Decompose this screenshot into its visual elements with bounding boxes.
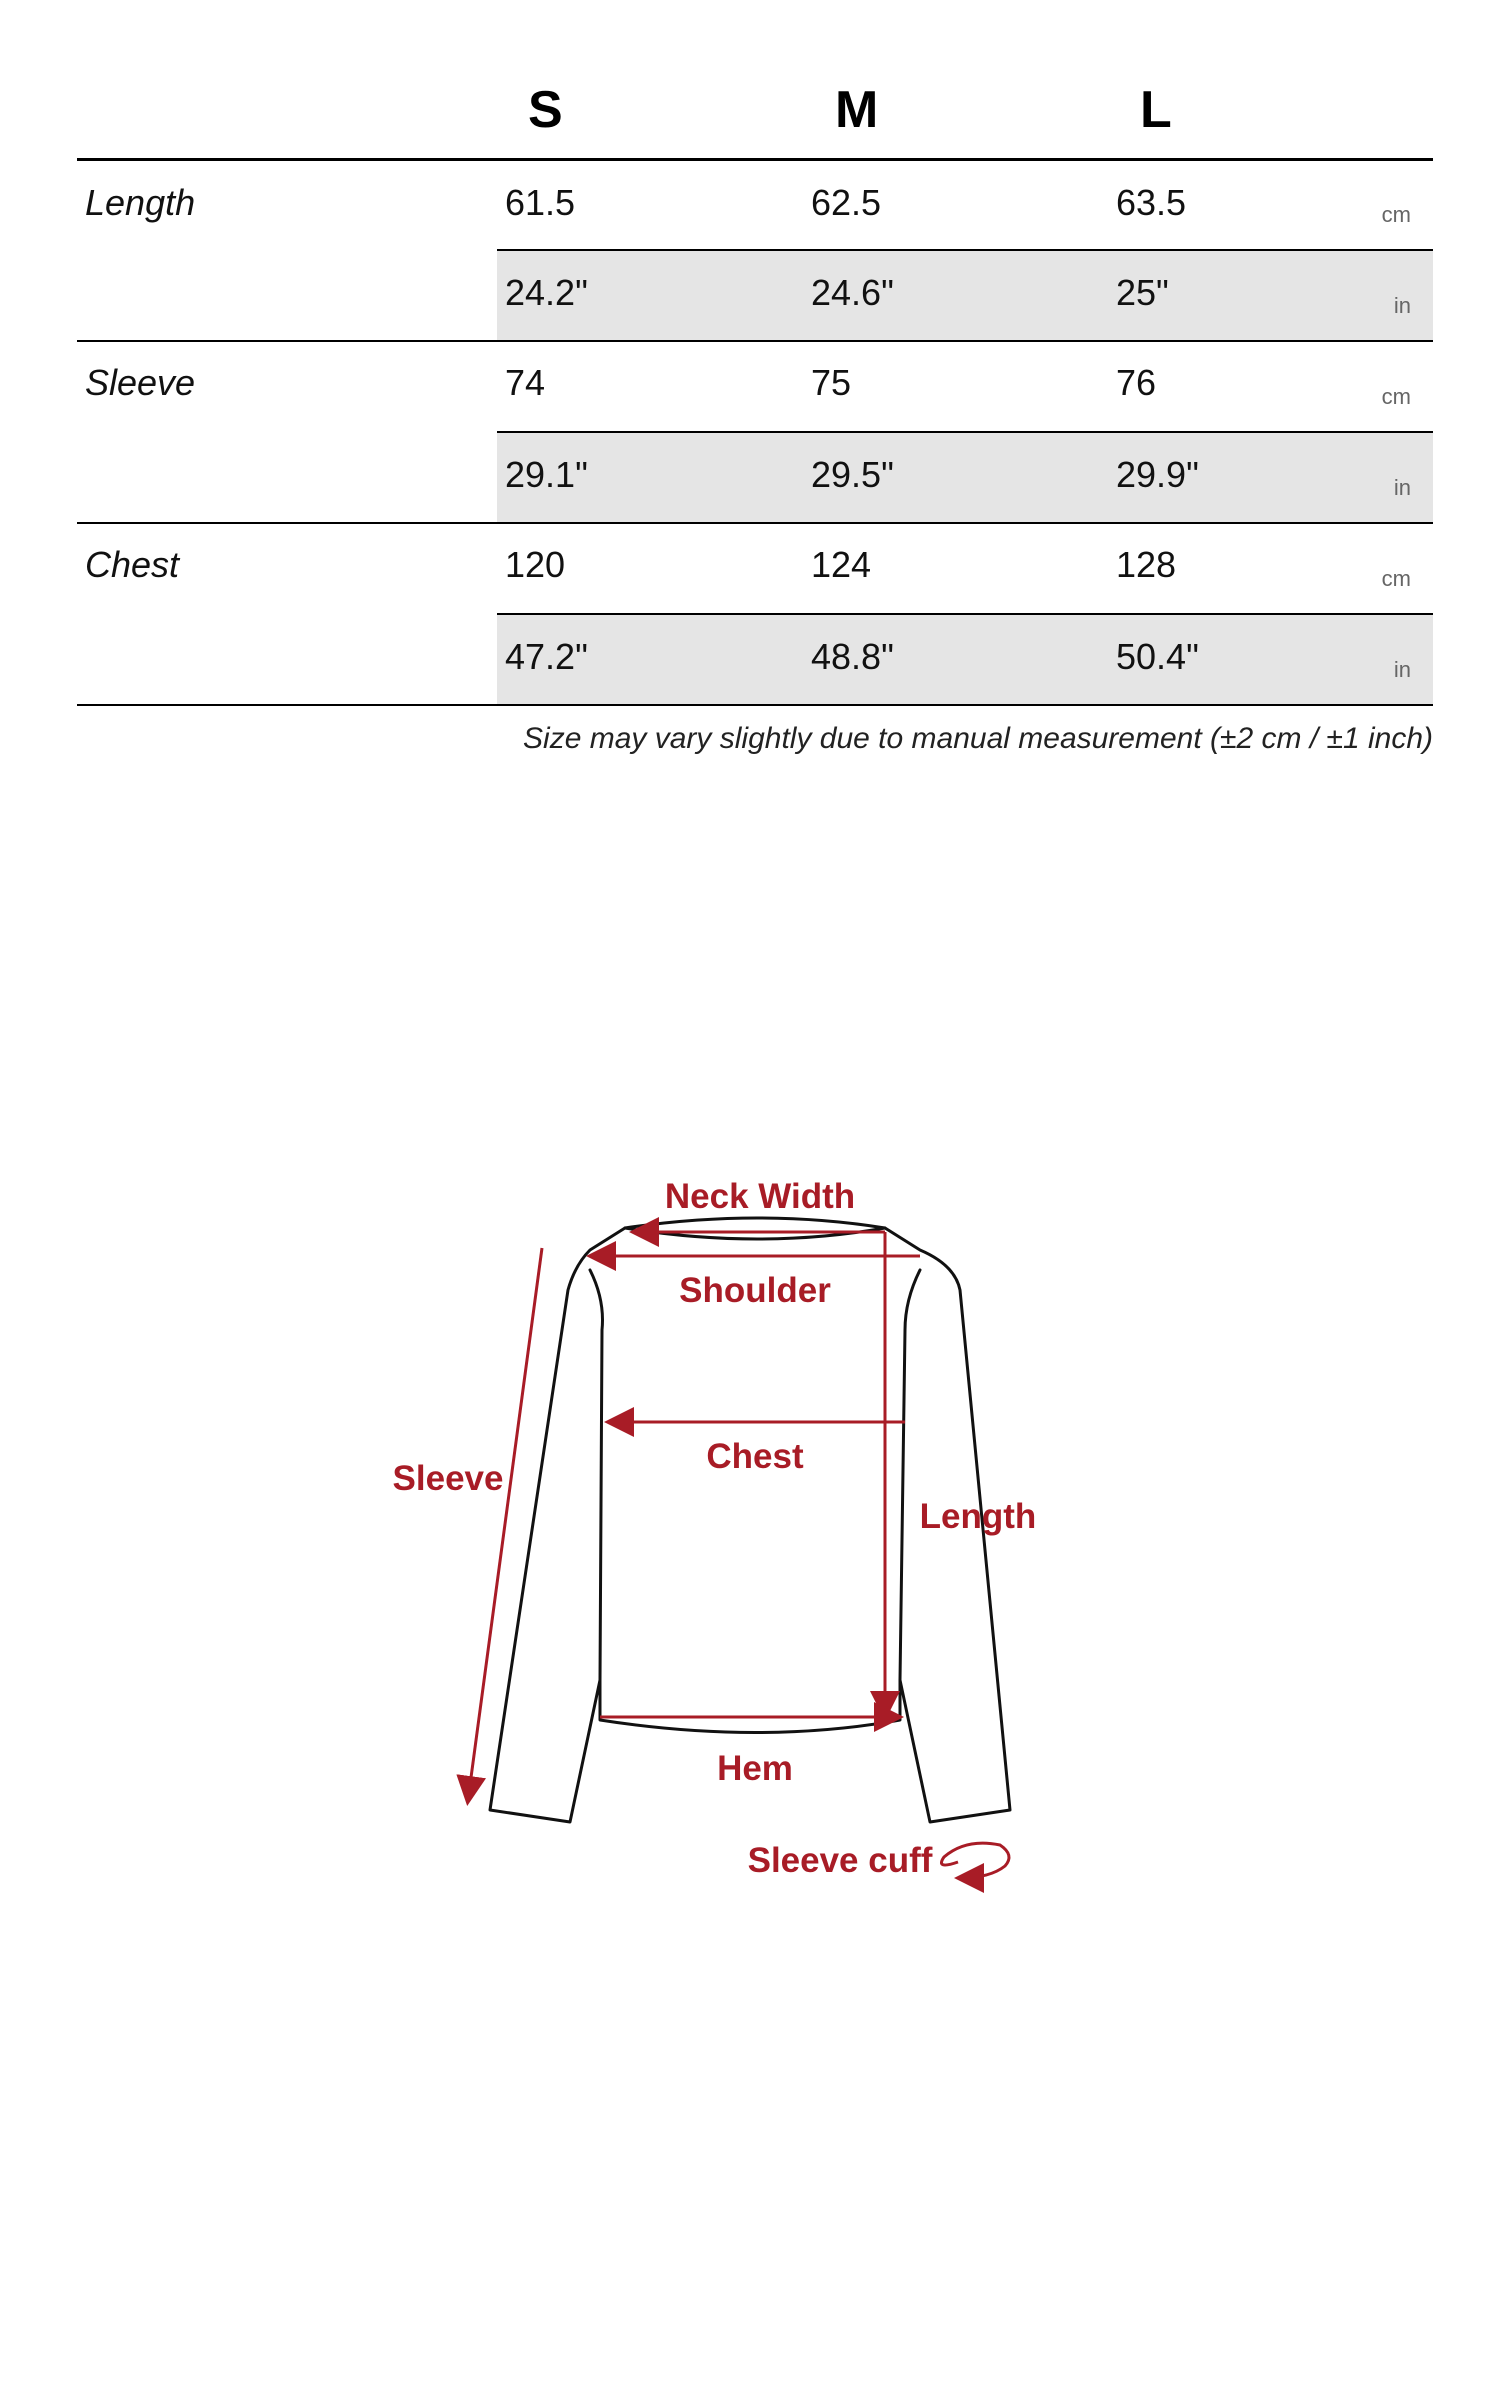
cell-sleeve-s-cm: 74 (505, 362, 546, 403)
table-row-chest (77, 524, 1433, 704)
cm-band (497, 524, 1433, 614)
cell-sleeve-s-in: 29.1" (505, 454, 588, 495)
cell-chest-m-cm: 124 (811, 544, 872, 585)
shoulder-label: Shoulder (679, 1271, 831, 1310)
cell-length-m-cm: 62.5 (811, 182, 882, 223)
table-row-sleeve (77, 342, 1433, 522)
cell-length-l-cm: 63.5 (1116, 182, 1187, 223)
right-armhole-seam (900, 1270, 920, 1680)
size-header-l: L (1140, 81, 1172, 139)
unit-in: in (1393, 475, 1411, 500)
sleeve-cuff-arrow (941, 1843, 1009, 1878)
cell-sleeve-l-in: 29.9" (1116, 454, 1199, 495)
cell-chest-m-in: 48.8" (811, 636, 894, 677)
row-label-length: Length (85, 182, 196, 223)
in-band (497, 433, 1433, 523)
cell-length-l-in: 25" (1116, 272, 1169, 313)
cell-sleeve-l-cm: 76 (1116, 362, 1157, 403)
unit-in: in (1393, 657, 1411, 682)
row-divider (77, 704, 1433, 706)
cell-length-s-cm: 61.5 (505, 182, 576, 223)
length-label: Length (919, 1497, 1037, 1536)
neckline (625, 1218, 885, 1239)
sleeve-label: Sleeve (392, 1459, 504, 1498)
neck-width-label: Neck Width (664, 1177, 856, 1216)
row-label-sleeve: Sleeve (85, 362, 196, 403)
size-header-s: S (528, 81, 563, 139)
cell-sleeve-m-in: 29.5" (811, 454, 894, 495)
chest-label: Chest (706, 1437, 804, 1476)
cell-length-s-in: 24.2" (505, 272, 588, 313)
in-band (497, 615, 1433, 705)
sleeve-cuff-label: Sleeve cuff (747, 1841, 933, 1880)
cell-chest-s-in: 47.2" (505, 636, 588, 677)
cell-chest-s-cm: 120 (505, 544, 566, 585)
unit-cm: cm (1381, 202, 1411, 227)
sleeve-arrow (468, 1248, 542, 1800)
size-header-m: M (835, 81, 879, 139)
hem-label: Hem (717, 1749, 793, 1788)
unit-in: in (1393, 293, 1411, 318)
in-band (497, 251, 1433, 341)
body-outline (490, 1228, 1010, 1822)
measurement-note: Size may vary slightly due to manual measurement (±2 cm / ±1 inch) (523, 722, 1433, 755)
cell-sleeve-m-cm: 75 (811, 362, 852, 403)
cm-band (497, 160, 1433, 250)
cell-chest-l-in: 50.4" (1116, 636, 1199, 677)
row-label-chest: Chest (85, 544, 180, 585)
table-row-length (77, 160, 1433, 340)
unit-cm: cm (1381, 384, 1411, 409)
cm-band (497, 342, 1433, 432)
unit-cm: cm (1381, 566, 1411, 591)
cell-chest-l-cm: 128 (1116, 544, 1177, 585)
sweater-outline (490, 1218, 1010, 1822)
cell-length-m-in: 24.6" (811, 272, 894, 313)
left-armhole-seam (590, 1270, 603, 1680)
